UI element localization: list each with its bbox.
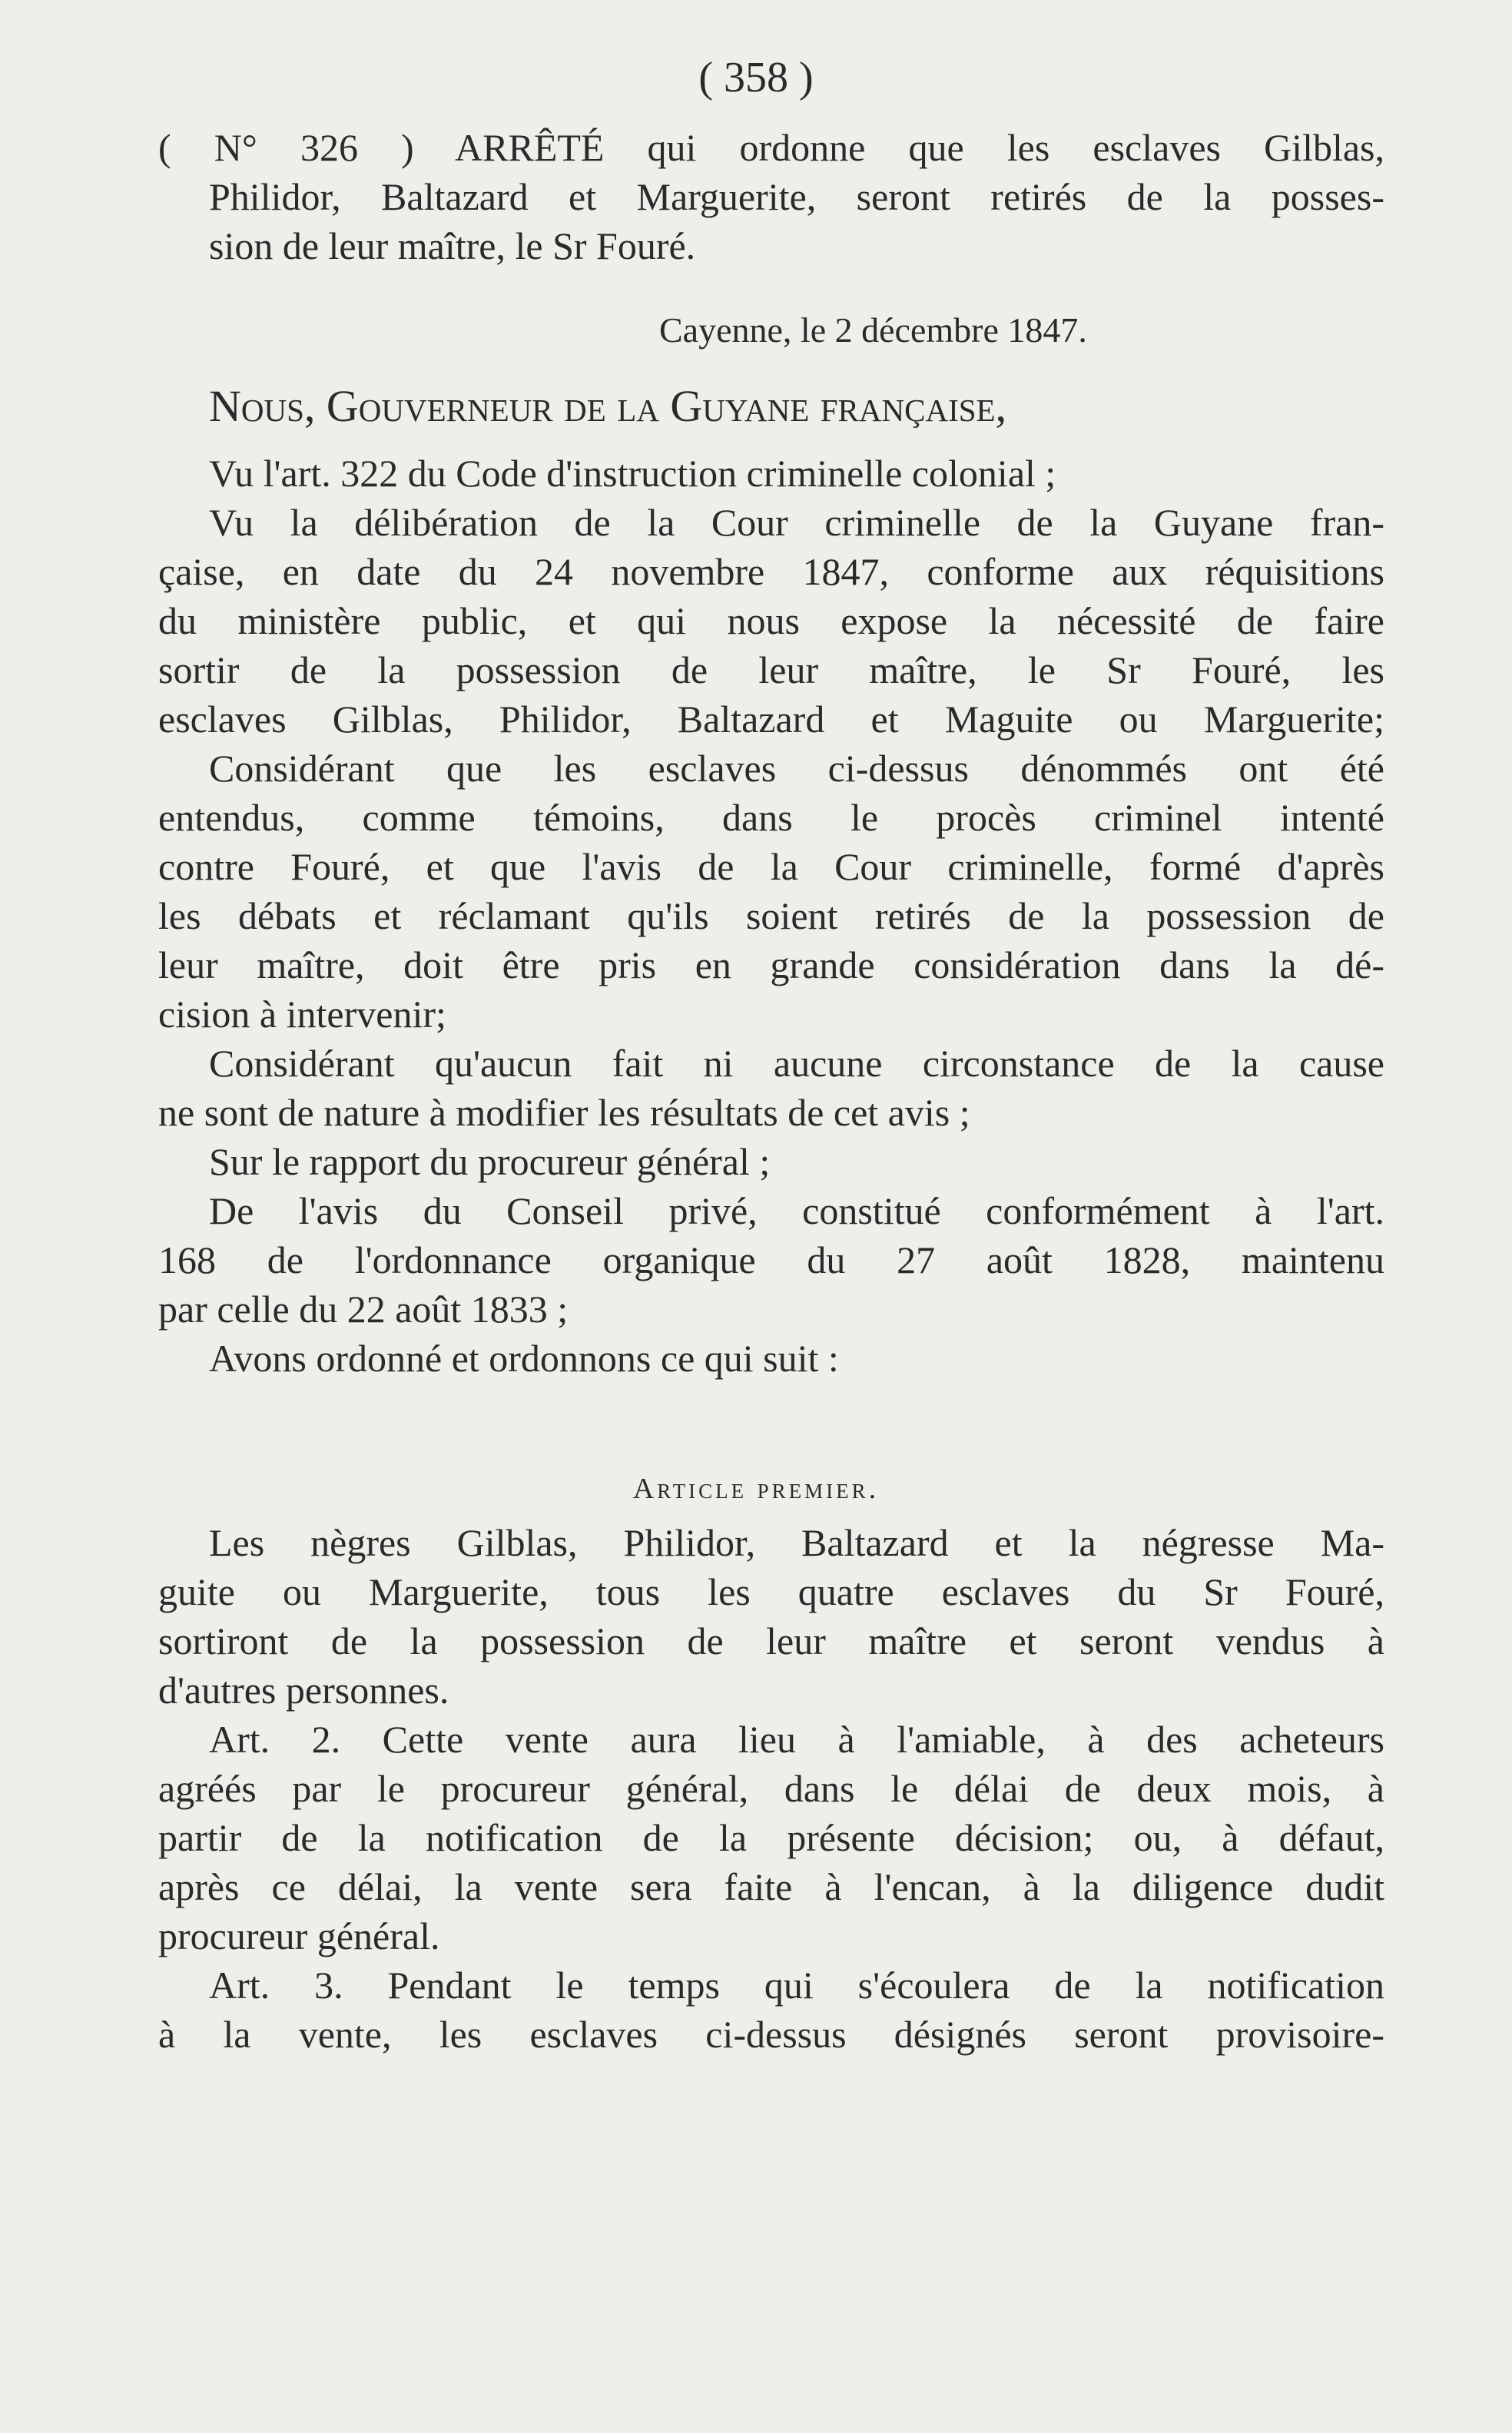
considerations — [158, 449, 1384, 1383]
text-line: ( N° 326 ) ARRÊTÉ qui ordonne que les esclaves Gilblas, — [158, 126, 1384, 169]
articles — [158, 1518, 1384, 2059]
text-line: les débats et réclamant qu'ils soient retirés de la possession de — [158, 894, 1384, 937]
text-line: Art. 2. Cette vente aura lieu à l'amiable, à des acheteurs — [209, 1718, 1384, 1761]
text-line: agréés par le procureur général, dans le délai de deux mois, à — [158, 1767, 1384, 1810]
text-line: après ce délai, la vente sera faite à l'encan, à la diligence dudit — [158, 1865, 1384, 1908]
text-line: ne sont de nature à modifier les résultats de cet avis ; — [158, 1091, 970, 1134]
text-line: Considérant qu'aucun fait ni aucune circonstance de la cause — [209, 1042, 1384, 1085]
text-line: Sur le rapport du procureur général ; — [209, 1140, 771, 1183]
decree-title — [158, 123, 1384, 270]
text-line: Art. 3. Pendant le temps qui s'écoulera de la notification — [209, 1964, 1384, 2007]
text-line: Philidor, Baltazard et Marguerite, seront retirés de la posses- — [209, 175, 1384, 218]
text-line: 168 de l'ordonnance organique du 27 août 1828, maintenu — [158, 1238, 1384, 1281]
text-line: leur maître, doit être pris en grande considération dans la dé- — [158, 943, 1384, 986]
text-line: sion de leur maître, le Sr Fouré. — [209, 224, 696, 267]
text-line: sortir de la possession de leur maître, le Sr Fouré, les — [158, 648, 1384, 691]
text-line: Considérant que les esclaves ci-dessus dénommés ont été — [209, 747, 1384, 790]
text-line: Vu l'art. 322 du Code d'instruction criminelle colonial ; — [209, 452, 1056, 495]
text-line: contre Fouré, et que l'avis de la Cour criminelle, formé d'après — [158, 845, 1384, 888]
decree-heading: Nous, Gouverneur de la Guyane française, — [209, 381, 1007, 431]
text-line: entendus, comme témoins, dans le procès criminel intenté — [158, 796, 1384, 839]
article-heading: Article premier. — [632, 1473, 880, 1505]
text-line: Avons ordonné et ordonnons ce qui suit : — [209, 1337, 839, 1380]
text-line: à la vente, les esclaves ci-dessus désignés seront provisoire- — [158, 2013, 1384, 2056]
text-line: esclaves Gilblas, Philidor, Baltazard et Maguite ou Marguerite; — [158, 698, 1384, 741]
text-line: Vu la délibération de la Cour criminelle de la Guyane fran- — [209, 501, 1384, 544]
page-number: ( 358 ) — [698, 54, 814, 101]
text-line: sortiront de la possession de leur maître et seront vendus à — [158, 1619, 1384, 1662]
text-line: guite ou Marguerite, tous les quatre esclaves du Sr Fouré, — [158, 1570, 1384, 1613]
text-line: Les nègres Gilblas, Philidor, Baltazard et la négresse Ma- — [209, 1521, 1384, 1564]
text-line: çaise, en date du 24 novembre 1847, conforme aux réquisitions — [158, 550, 1384, 593]
text-line: partir de la notification de la présente décision; ou, à défaut, — [158, 1816, 1384, 1859]
text-line: De l'avis du Conseil privé, constitué conformément à l'art. — [209, 1189, 1384, 1232]
text-line: du ministère public, et qui nous expose la nécessité de faire — [158, 599, 1384, 642]
dateline: Cayenne, le 2 décembre 1847. — [659, 310, 1087, 350]
text-line: d'autres personnes. — [158, 1669, 449, 1712]
text-line: par celle du 22 août 1833 ; — [158, 1288, 569, 1331]
text-line: cision à intervenir; — [158, 993, 446, 1036]
text-line: procureur général. — [158, 1914, 440, 1957]
